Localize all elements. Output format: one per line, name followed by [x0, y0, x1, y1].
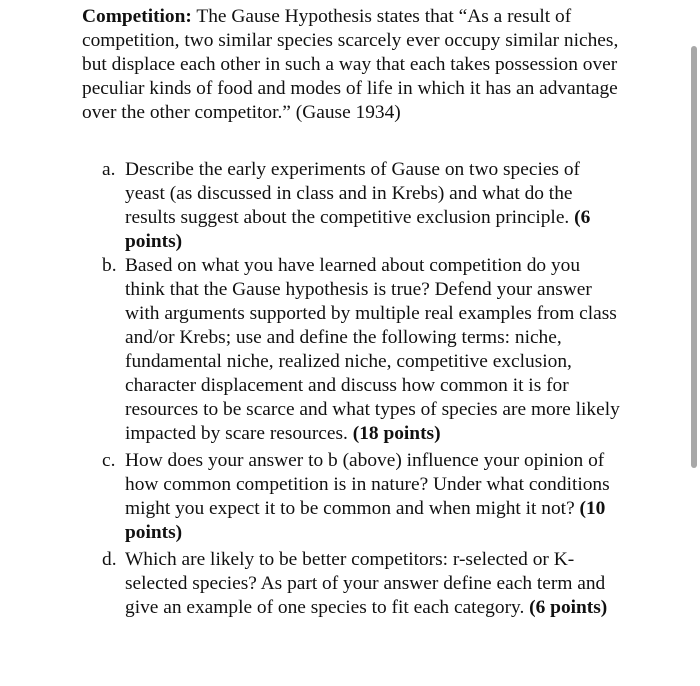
- question-points: (6 points): [529, 597, 608, 618]
- question-points: (18 points): [352, 423, 441, 444]
- question-marker: b.: [102, 255, 117, 276]
- scrollbar-thumb[interactable]: [691, 46, 697, 468]
- vertical-scrollbar[interactable]: [688, 0, 700, 686]
- question-points: (10 points): [125, 498, 606, 543]
- question-text: Based on what you have learned about competition do you think that the Gause hypothesis is true? Defend your answer with arguments supported by multiple real examples from class and/or Krebs; use and define the following terms: niche, fundamental niche, realized niche, competitive exclusion, character displacement and discuss how common it is for resources to be scarce and what types of species are more likely impacted by scare resources.: [125, 255, 620, 444]
- question-marker: a.: [102, 159, 116, 180]
- intro-lead: Competition:: [82, 6, 192, 27]
- question-item-c: [82, 449, 622, 545]
- question-points: (6 points): [125, 207, 591, 252]
- question-list: [82, 158, 622, 620]
- question-marker: c.: [102, 450, 116, 471]
- question-item-b: [82, 254, 622, 446]
- intro-text: The Gause Hypothesis states that “As a result of competition, two similar species scarcely ever occupy similar niches, but displace each other in such a way that each takes possession over peculiar kinds of food and modes of life in which it has an advantage over the other competitor.” (Gause 1934): [82, 6, 619, 123]
- question-marker: d.: [102, 549, 117, 570]
- question-text: Describe the early experiments of Gause on two species of yeast (as discussed in class and in Krebs) and what do the results suggest about the competitive exclusion principle.: [125, 159, 580, 228]
- question-text: Which are likely to be better competitors: r-selected or K-selected species? As part of your answer define each term and give an example of one species to fit each category.: [125, 549, 606, 618]
- intro-paragraph: [82, 5, 622, 125]
- question-text: How does your answer to b (above) influence your opinion of how common competition is in nature? Under what conditions might you expect it to be common and when might it not?: [125, 450, 610, 519]
- question-item-d: [82, 548, 622, 620]
- question-item-a: [82, 158, 622, 254]
